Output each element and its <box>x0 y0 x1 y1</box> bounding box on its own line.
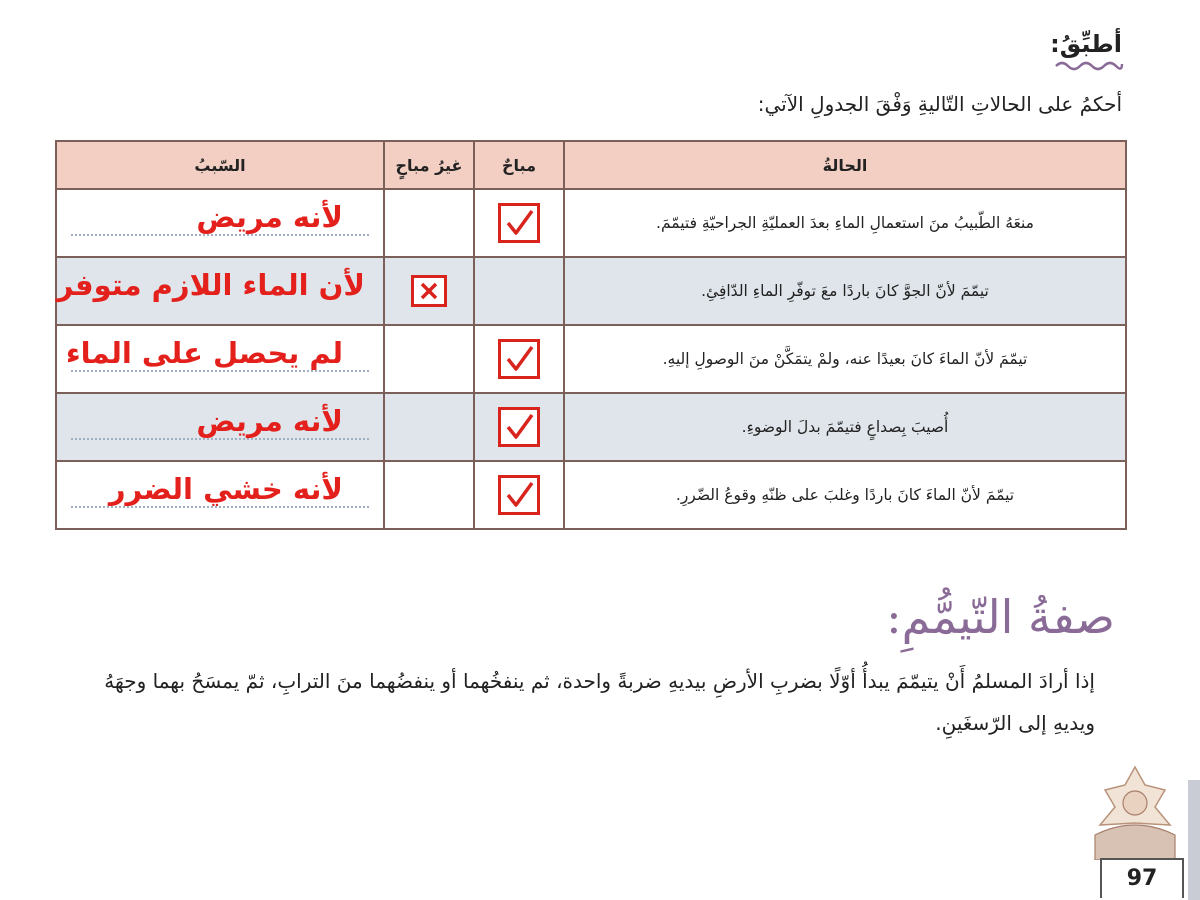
case-text: أُصيبَ بِصداعٍ فتيمّمَ بدلَ الوضوءِ. <box>741 418 949 436</box>
not-permitted-cell[interactable] <box>384 189 474 257</box>
not-permitted-cell[interactable] <box>384 393 474 461</box>
table-header-row <box>56 141 1126 189</box>
table-row <box>56 393 1126 461</box>
reason-text: لأن الماء اللازم متوفر <box>56 268 365 302</box>
reason-text: لأنه مريض <box>196 404 343 438</box>
header-case: الحالةُ <box>564 141 1126 189</box>
case-cell <box>564 257 1126 325</box>
header-not-permitted: غيرُ مباحٍ <box>384 141 474 189</box>
not-permitted-cell[interactable] <box>384 257 474 325</box>
reason-cell <box>56 461 384 529</box>
page-number: 97 <box>1100 858 1184 898</box>
dotted-line <box>71 370 369 372</box>
practice-title: أطبِّقُ: <box>1050 30 1122 58</box>
reason-cell <box>56 257 384 325</box>
squiggle-underline-icon <box>1054 58 1124 72</box>
header-permitted: مباحٌ <box>474 141 564 189</box>
table-row <box>56 325 1126 393</box>
permitted-cell[interactable] <box>474 461 564 529</box>
case-cell <box>564 393 1126 461</box>
checkmark-icon <box>498 407 540 447</box>
reason-cell <box>56 325 384 393</box>
not-permitted-cell[interactable] <box>384 461 474 529</box>
permitted-cell[interactable] <box>474 257 564 325</box>
section-body: إذا أرادَ المسلمُ أَنْ يتيمّمَ يبدأُ أوّلًا بضربِ الأرضِ بيديهِ ضربةً واحدة، ثم ينفخُهما أو ينفضُهما منَ الترابِ، ثمّ يمسَحُ بهما وجهَهُ ويديهِ إلى الرّسغَينِ. <box>104 669 1095 735</box>
reason-text: لأنه مريض <box>196 200 343 234</box>
dotted-line <box>71 438 369 440</box>
cases-table <box>55 140 1125 523</box>
cross-mark-icon <box>411 275 447 307</box>
permitted-cell[interactable] <box>474 325 564 393</box>
case-cell <box>564 189 1126 257</box>
section-title: صفةُ التّيمُّمِ: <box>886 590 1115 644</box>
not-permitted-cell[interactable] <box>384 325 474 393</box>
table-row <box>56 189 1126 257</box>
case-cell <box>564 325 1126 393</box>
dotted-line <box>71 234 369 236</box>
case-text: تيمّمَ لأنّ الماءَ كانَ بعيدًا عنه، ولمْ يتمَكَّنْ منَ الوصولِ إليهِ. <box>662 350 1028 368</box>
table-row <box>56 257 1126 325</box>
reason-text: لأنه خشي الضرر <box>108 472 343 506</box>
checkmark-icon <box>498 203 540 243</box>
case-cell <box>564 461 1126 529</box>
header-reason: السّببُ <box>56 141 384 189</box>
table-row <box>56 461 1126 529</box>
page-edge-bar <box>1188 780 1200 900</box>
permitted-cell[interactable] <box>474 393 564 461</box>
dotted-line <box>71 506 369 508</box>
ornament-icon <box>1085 765 1185 860</box>
checkmark-icon <box>498 339 540 379</box>
checkmark-icon <box>498 475 540 515</box>
instruction-text: أحكمُ على الحالاتِ التّاليةِ وَفْقَ الجدولِ الآتي: <box>757 92 1122 116</box>
case-text: تيمّمَ لأنّ الماءَ كانَ باردًا وغلبَ على ظنّهِ وقوعُ الضّررِ. <box>675 486 1015 504</box>
reason-cell <box>56 393 384 461</box>
case-text: منعَهُ الطّبيبُ منَ استعمالِ الماءِ بعدَ العمليّةِ الجراحيّةِ فتيمّمَ. <box>656 214 1034 232</box>
permitted-cell[interactable] <box>474 189 564 257</box>
reason-cell <box>56 189 384 257</box>
reason-text: لم يحصل على الماء <box>65 336 343 370</box>
case-text: تيمّمَ لأنّ الجوَّ كانَ باردًا معَ توفّرِ الماءِ الدّافِئِ. <box>701 282 989 300</box>
